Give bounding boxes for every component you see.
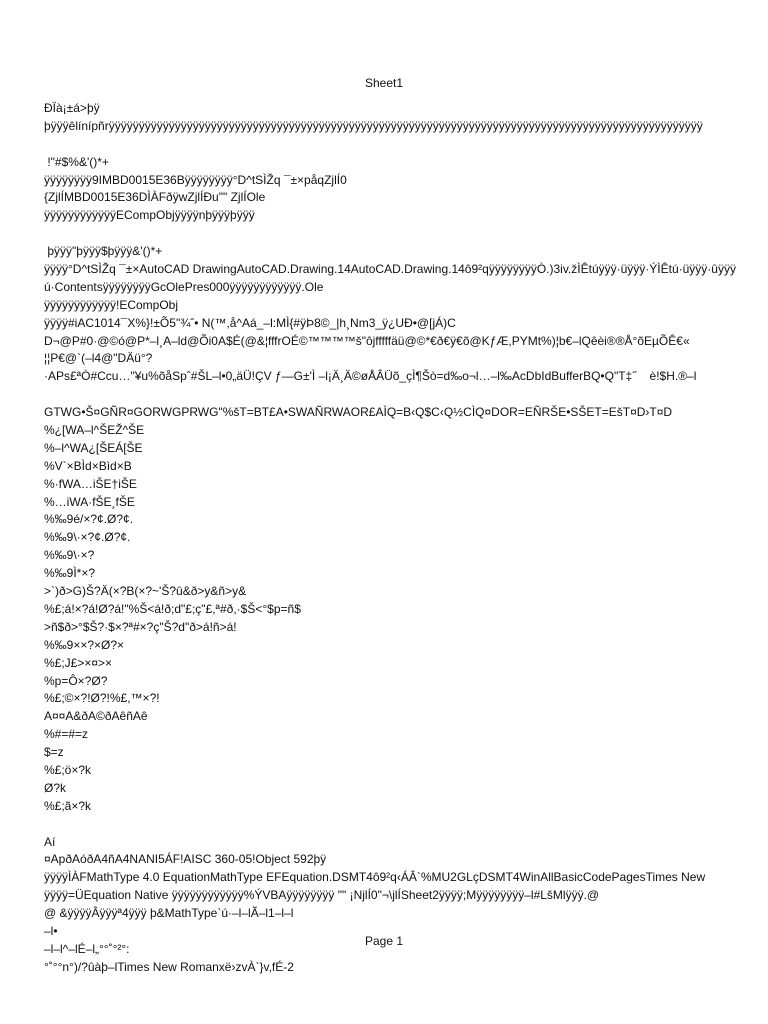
text-line: D¬@P#0·@©ó@P*–l¸A–ld@Õi0A$É(@&¦fffrOÉ©™™™™š"ôjfffffäü@©*€ð€ÿ€õ@KƒÆ,PYMt%)¦b€–lQêèi®®Å°õEµÕÊ€« xyxy=(44,333,690,348)
text-line: >ñ$ð>°$Š?·$×?ª#×?ç"Š?d"ð>á!ñ>á! xyxy=(44,619,237,634)
blank-line xyxy=(44,816,768,834)
text-line: %£;ö×?k xyxy=(44,762,92,777)
text-line: %#=#=z xyxy=(44,727,89,742)
text-line: ÿÿÿÿÌÀFMathType 4.0 EquationMathType EFEquation.DSMT4ô9²q‹ÁÂ`%MU2GLçDSMT4WinAllBasicCodePagesTimes New xyxy=(44,870,706,885)
text-line: –l–l^–lÉ–l„°°˚°²°: xyxy=(44,941,130,956)
text-line: °˚°°n°)/?ûàþ–lTimes New Romanxë›zvÀ`}v,fÉ-2 xyxy=(44,959,294,974)
text-line: !"#$%&'()*+ xyxy=(44,154,109,169)
text-line: ÿÿÿÿ°D^tSÌŽq ¯±×AutoCAD DrawingAutoCAD.Drawing.14AutoCAD.Drawing.14ô9²qÿÿÿÿÿÿÿÿÒ.)3iv.žÌÊtúÿÿÿ·üÿÿÿ·ÝÌÊtú·üÿÿÿ·ûÿÿÿ xyxy=(44,262,736,277)
text-line: þÿÿÿ"þÿÿÿ$þÿÿÿ&'()*+ xyxy=(44,244,163,259)
text-line: A¤¤A&ðA©ðAêñAê xyxy=(44,709,148,724)
text-line: %‰9××?×Ø?× xyxy=(44,637,125,652)
text-line: –l• xyxy=(44,923,58,938)
text-line: %·fWA…iŠE†iŠE xyxy=(44,476,137,491)
blank-line xyxy=(44,386,768,404)
text-line: %p=Ô×?Ø? xyxy=(44,673,108,688)
text-line: ¦¦P€@`(–l4@"DÄü°? xyxy=(44,351,153,366)
text-line: %‰9é/×?¢.Ø?¢. xyxy=(44,512,134,527)
text-line: ÐÏà¡±á>þÿ xyxy=(44,101,100,115)
text-line: ú·ContentsÿÿÿÿÿÿÿÿGcOlePres000ÿÿÿÿÿÿÿÿÿÿÿÿ.Ole xyxy=(44,279,324,294)
text-line: {ZjlÍMBD0015E36DÌÀFðÿwZjlÍÐu"" ZjlÍOle xyxy=(44,190,266,205)
text-line: %£;©×?!Ø?!%£,™×?! xyxy=(44,691,160,706)
text-line: %V`×BÌd×Bìd×B xyxy=(44,458,132,473)
text-line: GTWG•Š¤GÑR¤GORWGPRWG"%šT=BT£A•SWAÑRWAOR£AÌQ=B‹Q$C‹Q½CÌQ¤DOR=EÑRŠE•SŠET=EšT¤D›T¤D xyxy=(44,405,673,420)
page-number: Page 1 xyxy=(364,934,404,948)
text-line: ÿÿÿÿÿÿÿÿ9IMBD0015E36Bÿÿÿÿÿÿÿÿ°D^tSÌŽq ¯±×påqZjlÍ0 xyxy=(44,172,347,187)
blank-line xyxy=(44,136,768,154)
text-line: ¤ApðAóðA4ñA4NANI5ÁF!AISC 360-05!Object 592þÿ xyxy=(44,852,327,867)
blank-line xyxy=(44,225,768,243)
text-line: $=z xyxy=(44,745,64,760)
text-line: %£;J£>×¤>× xyxy=(44,655,113,670)
text-line: Ø?k xyxy=(44,780,67,795)
text-line: >`)ð>G)Š?Ä(×?B(×?~'Š?û&ð>y&ñ>y& xyxy=(44,584,247,599)
text-line: %¿[WA–l^ŠEŽ^ŠE xyxy=(44,423,145,438)
text-line: ÿÿÿÿ#iAC1014¯X%}!±Õ5"¾ˆ• N(™,å^Aá_–l:MÌ{#ÿÞ8©_|h¸Nm3_ÿ¿UÐ•@[jÁ)C xyxy=(44,315,456,330)
text-line: ÿÿÿÿÿÿÿÿÿÿÿÿ!ECompObj xyxy=(44,297,179,312)
text-line: %‰9\·×? xyxy=(44,548,95,563)
text-line: Aí xyxy=(44,834,56,849)
text-line: %£;á!×?á!Ø?á!"%Š<á!ð;d"£;ç"£,ª#ð,·$Š<°$p=ñ$ xyxy=(44,601,301,616)
text-line: ÿÿÿÿ=ÜEquation Native ÿÿÿÿÿÿÿÿÿÿÿÿ%ÝVBAÿÿÿÿÿÿÿÿ "" ¡NjlÍ0"¬\jlÍSheet2ÿÿÿÿ;Mÿÿÿÿÿÿÿÿ–l#LšMlÿÿÿ.@ xyxy=(44,888,600,903)
text-line: %–l^WA¿[ŠEÁ[ŠE xyxy=(44,440,143,455)
text-line: ·APs£ªÒ#Ccu…"¥u%õåSpˆ#ŠL–l•0„äÜ!ÇV ƒ—G±'Ì –l¡Ä¸Ä©øÅÂÜõ_çÌ¶Šò=d‰o¬l…–l‰AcDbIdBufferBQ•Q"T‡˝ è!$H.®–l xyxy=(44,369,697,384)
text-line: ÿÿÿÿÿÿÿÿÿÿÿÿECompObjÿÿÿÿnþÿÿÿþÿÿÿ xyxy=(44,208,255,223)
sheet-title: Sheet1 xyxy=(364,76,404,90)
text-line: %‰9\·×?¢.Ø?¢. xyxy=(44,530,131,545)
text-line: %‰9Ì*×? xyxy=(44,566,96,581)
text-line: @ &ÿÿÿÿÂÿÿÿª4ÿÿÿ þ&MathType`ú·–l–lÃ–l1–l–l xyxy=(44,906,294,921)
text-line: þÿÿÿêlínípñrÿÿÿÿÿÿÿÿÿÿÿÿÿÿÿÿÿÿÿÿÿÿÿÿÿÿÿÿÿÿÿÿÿÿÿÿÿÿÿÿÿÿÿÿÿÿÿÿÿÿÿÿÿÿÿÿÿÿÿÿÿÿÿÿÿÿÿÿÿÿÿÿÿÿÿÿÿÿÿÿÿÿÿÿÿÿÿÿÿÿÿÿÿÿÿÿÿÿÿ xyxy=(44,118,703,133)
document-body xyxy=(44,100,768,977)
text-line: %…iWA·fŠE¸fŠE xyxy=(44,494,135,509)
text-line: %£;ã×?k xyxy=(44,798,92,813)
